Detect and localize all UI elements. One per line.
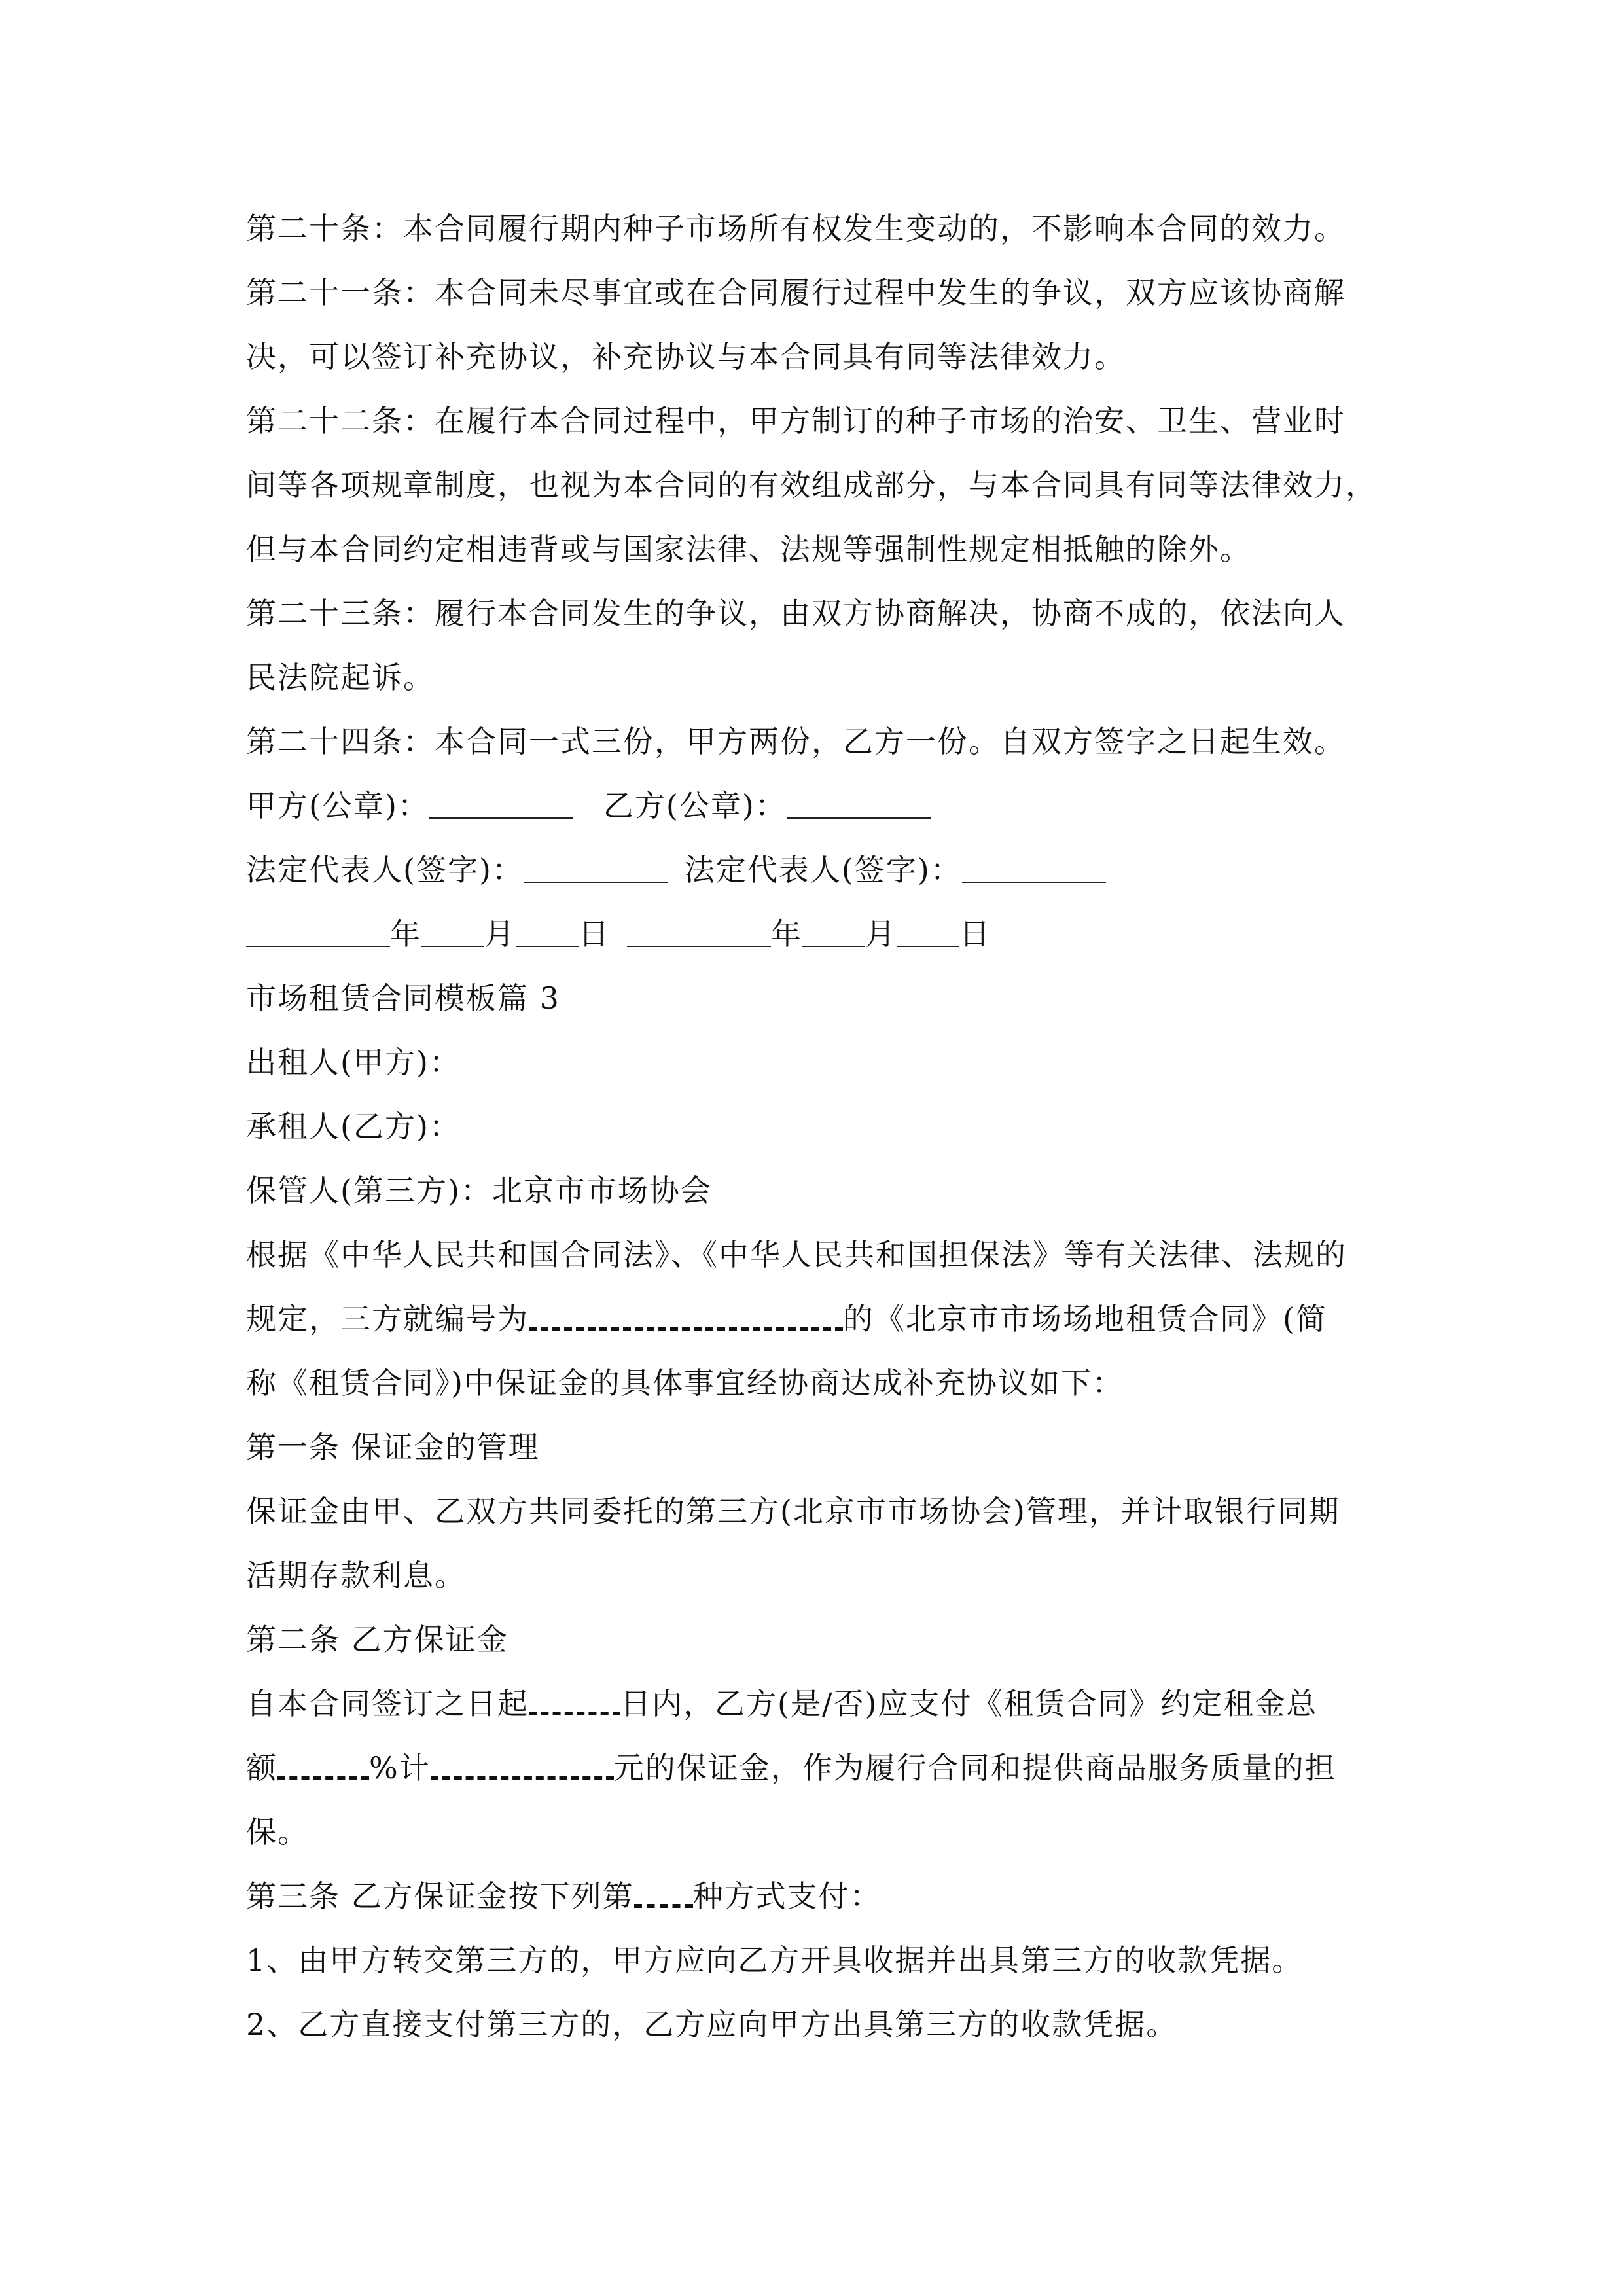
clause-2-line-2 — [246, 1736, 1398, 1800]
party-b-seal-blank — [787, 791, 931, 819]
amount-blank — [431, 1752, 614, 1780]
day-a-blank — [516, 920, 579, 947]
party-b-seal-label: 乙方(公章)： — [603, 788, 787, 823]
custodian-line: 保管人(第三方)：北京市市场协会 — [246, 1173, 712, 1208]
date-line — [246, 902, 1398, 966]
clause-1-line-2: 活期存款利息。 — [246, 1558, 466, 1593]
percent-blank — [277, 1752, 369, 1780]
year-b-blank — [627, 920, 771, 947]
article-23-line-1: 第二十三条：履行本合同发生的争议，由双方协商解决，协商不成的，依法向人 — [246, 596, 1346, 631]
lessor-line: 出租人(甲方)： — [246, 1045, 461, 1080]
representative-line — [246, 838, 1398, 902]
section-3-title: 市场租赁合同模板篇 3 — [246, 980, 560, 1016]
month-a-label: 月 — [484, 916, 516, 952]
clause-3-b: 种方式支付： — [692, 1878, 882, 1914]
option-1: 1、由甲方转交第三方的，甲方应向乙方开具收据并出具第三方的收款凭据。 — [246, 1943, 1304, 1978]
article-22-line-3: 但与本合同约定相违背或与国家法律、法规等强制性规定相抵触的除外。 — [246, 531, 1251, 567]
year-b-label: 年 — [771, 916, 802, 952]
clause-2-line-2b: %计 — [369, 1750, 431, 1785]
basis-line-1: 根据《中华人民共和国合同法》、《中华人民共和国担保法》等有关法律、法规的 — [246, 1237, 1347, 1272]
rep-b-blank — [962, 855, 1106, 883]
seal-line — [246, 774, 1398, 838]
clause-1-title: 第一条 保证金的管理 — [246, 1429, 540, 1465]
article-20: 第二十条：本合同履行期内种子市场所有权发生变动的，不影响本合同的效力。 — [246, 211, 1346, 246]
day-b-blank — [897, 920, 959, 947]
clause-2-line-2c: 元的保证金，作为履行合同和提供商品服务质量的担 — [613, 1750, 1336, 1785]
article-24: 第二十四条：本合同一式三份，甲方两份，乙方一份。自双方签字之日起生效。 — [246, 724, 1346, 759]
article-23-line-2: 民法院起诉。 — [246, 660, 435, 695]
article-21-line-1: 第二十一条：本合同未尽事宜或在合同履行过程中发生的争议，双方应该协商解 — [246, 275, 1346, 310]
year-a-label: 年 — [390, 916, 421, 952]
day-b-label: 日 — [959, 916, 991, 952]
party-a-seal-blank — [429, 791, 573, 819]
basis-line-3: 称《租赁合同》)中保证金的具体事宜经协商达成补充协议如下： — [246, 1365, 1124, 1401]
month-a-blank — [421, 920, 484, 947]
article-22-line-1: 第二十二条：在履行本合同过程中，甲方制订的种子市场的治安、卫生、营业时 — [246, 403, 1346, 439]
clause-3-a: 第三条 乙方保证金按下列第 — [246, 1878, 634, 1914]
basis-line-2a: 规定，三方就编号为 — [246, 1301, 529, 1336]
method-blank — [634, 1880, 693, 1908]
document-body — [246, 196, 1398, 2056]
month-b-blank — [802, 920, 865, 947]
clause-2-line-1a: 自本合同签订之日起 — [246, 1686, 529, 1721]
clause-2-line-2a: 额 — [246, 1750, 277, 1785]
rep-b-label: 法定代表人(签字)： — [684, 852, 962, 888]
article-21-line-2: 决，可以签订补充协议，补充协议与本合同具有同等法律效力。 — [246, 339, 1126, 374]
lessee-line: 承租人(乙方)： — [246, 1109, 461, 1144]
rep-a-label: 法定代表人(签字)： — [246, 852, 524, 888]
basis-line-2 — [246, 1287, 1398, 1351]
article-22-line-2: 间等各项规章制度，也视为本合同的有效组成部分，与本合同具有同等法律效力， — [246, 467, 1377, 503]
clause-1-line-1: 保证金由甲、乙双方共同委托的第三方(北京市市场协会)管理，并计取银行同期 — [246, 1494, 1340, 1529]
contract-number-blank — [529, 1303, 843, 1331]
clause-2-line-3: 保。 — [246, 1814, 309, 1850]
clause-2-line-1b: 日内，乙方(是/否)应支付《租赁合同》约定租金总 — [620, 1686, 1318, 1721]
basis-line-2b: 的《北京市市场场地租赁合同》(简 — [843, 1301, 1327, 1336]
year-a-blank — [246, 920, 390, 947]
day-a-label: 日 — [579, 916, 610, 952]
month-b-label: 月 — [865, 916, 897, 952]
clause-2-title: 第二条 乙方保证金 — [246, 1622, 508, 1657]
days-blank — [529, 1688, 620, 1715]
clause-2-line-1 — [246, 1672, 1398, 1736]
clause-3-line — [246, 1864, 1398, 1928]
rep-a-blank — [524, 855, 668, 883]
option-2: 2、乙方直接支付第三方的，乙方应向甲方出具第三方的收款凭据。 — [246, 2007, 1178, 2042]
party-a-seal-label: 甲方(公章)： — [246, 788, 429, 823]
